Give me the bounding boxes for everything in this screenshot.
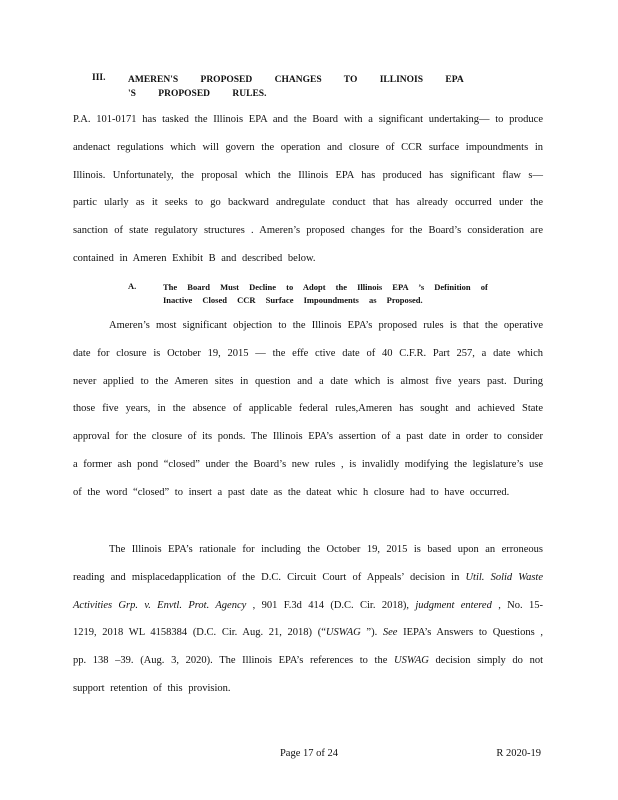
rationale-text-6: decision simply do not support retention of this provision. <box>73 655 544 694</box>
rationale-text-5: IEPA’s Answers to Questions , pp. 138 –39. (Aug. 3, 2020). The Illinois EPA’s references to the <box>73 627 543 667</box>
subsection-title: The Board Must Decline to Adopt the Illinois EPA ’s Definition of Inactive Closed CCR Surface Impoundments as Proposed. <box>163 282 488 305</box>
case-citation-name: Util. Solid Waste Activities Grp. v. Envtl. Prot. Agency <box>73 571 543 611</box>
case-short-name-2: USWAG <box>394 655 429 667</box>
page-number: Page 17 of 24 <box>279 748 339 759</box>
paragraph-rationale <box>73 536 543 703</box>
judgment-entered-phrase: judgment entered <box>415 599 492 611</box>
rationale-text-2: , 901 F.3d 414 (D.C. Cir. 2018), <box>246 599 416 611</box>
paragraph-intro: P.A. 101-0171 has tasked the Illinois EPA and the Board with a significant undertaking— to produce andenact regulations which will govern the operation and closure of CCR surface impoundments in Illinois. Unfortunately, the proposal which the Illinois EPA has produced has significant flaw s— partic ularly as it seeks to go backward andregulate conduct that has already occurred under the sanction of state regulatory structures . Ameren’s proposed changes for the Board’s consideration are contained in Ameren Exhibit B and described below. <box>73 114 543 264</box>
case-short-name: USWAG <box>325 627 361 639</box>
rationale-text-4: ”). <box>360 627 383 639</box>
rationale-text-3: , No. 15-1219, 2018 WL 4158384 (D.C. Cir. Aug. 21, 2018) (“ <box>73 599 543 639</box>
paragraph-objection: Ameren’s most significant objection to the Illinois EPA’s proposed rules is that the operative date for closure is October 19, 2015 — the effe ctive date of 40 C.F.R. Part 257, a date which never applied to the Ameren sites in question and a date which is almost five years past. During those five years, in the absence of applicable federal rules,Ameren has sought and achieved State approval for the closure of its ponds. The Illinois EPA’s assertion of a past date in order to consider a former ash pond “closed” under the Board’s new rules , is invalidly modifying the legislature’s use of the word “closed” to insert a past date as the dateat whic h closure had to have occurred. <box>73 320 543 498</box>
see-signal: See <box>382 627 398 639</box>
rationale-text-1: The Illinois EPA’s rationale for including the October 19, 2015 is based upon an erroneous reading and misplacedapplication of the D.C. Circuit Court of Appeals’ decision in <box>73 544 543 583</box>
section-title: AMEREN'S PROPOSED CHANGES TO ILLINOIS EPA 'S PROPOSED RULES. <box>128 75 464 99</box>
docket-number: R 2020-19 <box>496 748 541 759</box>
section-number: III. <box>92 73 106 83</box>
subsection-letter: A. <box>128 281 137 291</box>
